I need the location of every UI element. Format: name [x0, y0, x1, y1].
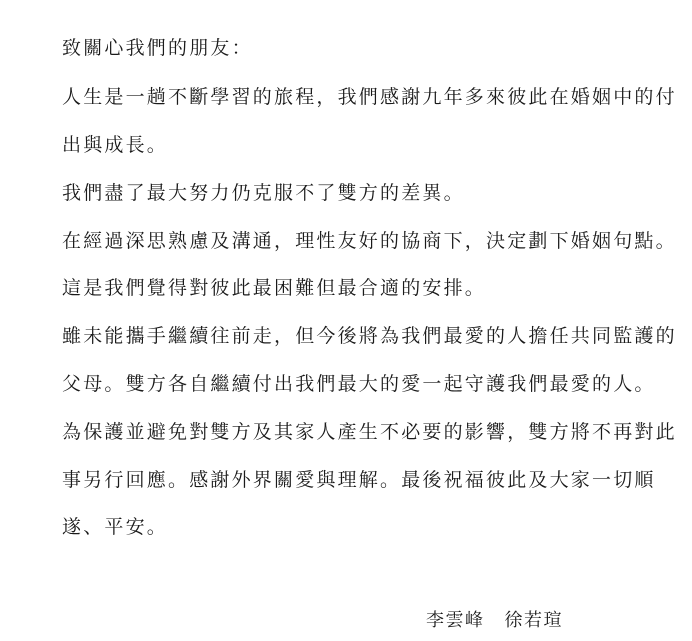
statement-line: 我們盡了最大努力仍克服不了雙方的差異。: [62, 182, 465, 204]
statement-line: 出與成長。: [62, 134, 169, 156]
statement-line: 遂、平安。: [62, 516, 169, 538]
statement-line: 雖未能攜手繼續往前走，但今後將為我們最愛的人擔任共同監護的: [62, 325, 677, 347]
salutation: 致關心我們的朋友：: [62, 37, 253, 59]
statement-line: 父母。雙方各自繼續付出我們最大的愛一起守護我們最愛的人。: [62, 373, 656, 395]
signature-name: 徐若瑄: [504, 610, 563, 631]
statement-line: 在經過深思熟慮及溝通，理性友好的協商下，決定劃下婚姻句點。: [62, 230, 677, 252]
statement-line: 事另行回應。感謝外界關愛與理解。最後祝福彼此及大家一切順: [62, 469, 656, 491]
signature-block: [426, 609, 563, 633]
statement-line: 這是我們覺得對彼此最困難但最合適的安排。: [62, 277, 487, 299]
statement-line: 為保護並避免對雙方及其家人產生不必要的影響，雙方將不再對此: [62, 421, 677, 443]
statement-line: 人生是一趟不斷學習的旅程，我們感謝九年多來彼此在婚姻中的付: [62, 86, 677, 108]
signature-name: 李雲峰: [426, 610, 485, 631]
